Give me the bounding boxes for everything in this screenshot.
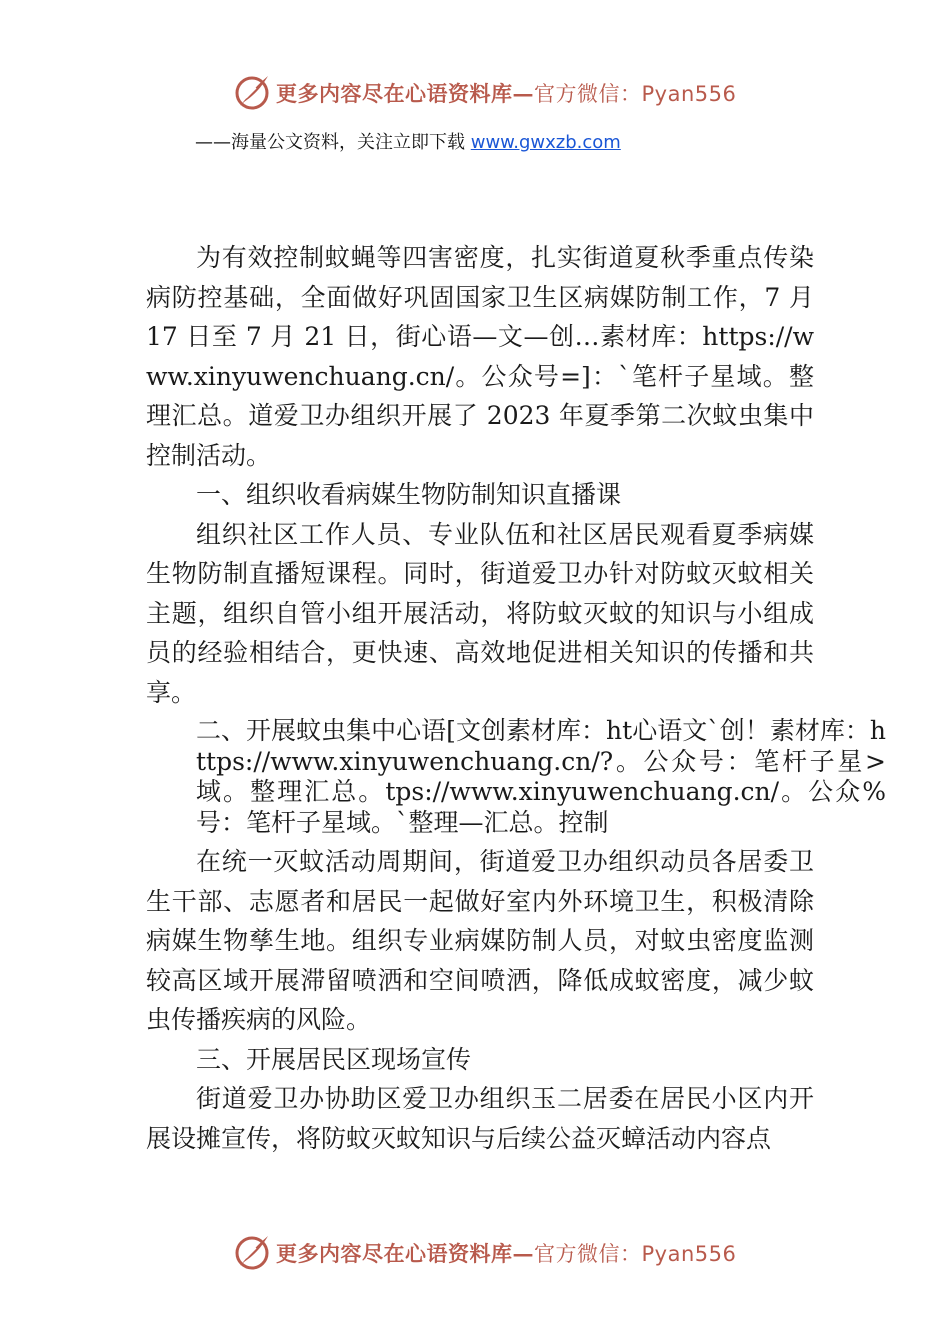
quill-logo-icon xyxy=(232,1232,272,1272)
download-subline xyxy=(195,128,621,154)
paragraph-intro: 为有效控制蚊蝇等四害密度，扎实街道夏秋季重点传染病防控基础，全面做好巩固国家卫生区病媒防制工作，7 月 17 日至 7 月 21 日，街心语—文—创…素材库：https://www.xinyuwenchuang.cn/。公众号=]：`笔杆子星域。整理汇总。道爱卫办组织开展了 2023 年夏季第二次蚊虫集中控制活动。 xyxy=(146,243,814,470)
banner-text: 更多内容尽在心语资料库—官方微信：Pyan556 xyxy=(276,1241,737,1266)
paragraph-section-1: 组织社区工作人员、专业队伍和社区居民观看夏季病媒生物防制直播短课程。同时，街道爱卫办针对防蚊灭蚊相关主题，组织自管小组开展活动，将防蚊灭蚊的知识与小组成员的经验相结合，更快速、高效地促进相关知识的传播和共享。 xyxy=(146,519,814,707)
subline-text: ——海量公文资料，关注立即下载 xyxy=(195,132,471,153)
website-link[interactable]: www.gwxzb.com xyxy=(470,132,621,153)
header-banner xyxy=(0,68,950,118)
section-heading-3: 三、开展居民区现场宣传 xyxy=(196,1044,472,1074)
paragraph-section-3: 街道爱卫办协助区爱卫办组织玉二居委在居民小区内开展设摊宣传，将防蚊灭蚊知识与后续公益灭蟑活动内容点 xyxy=(146,1084,814,1153)
section-heading-1: 一、组织收看病媒生物防制知识直播课 xyxy=(196,480,622,509)
section-heading-2: 二、开展蚊虫集中心语[文创素材库：ht心语文`创！素材库：https://www.xinyuwenchuang.cn/?。公众号：笔杆子星>域。整理汇总。tps://www.xinyuwenchuang.cn/。公众%号：笔杆子星域。`整理—汇总。控制 xyxy=(196,716,886,837)
document-body xyxy=(146,238,886,1158)
quill-logo-icon xyxy=(232,72,272,112)
paragraph-section-2: 在统一灭蚊活动周期间，街道爱卫办组织动员各居委卫生干部、志愿者和居民一起做好室内外环境卫生，积极清除病媒生物孳生地。组织专业病媒防制人员，对蚊虫密度监测较高区域开展滞留喷洒和空间喷洒，降低成蚊密度，减少蚊虫传播疾病的风险。 xyxy=(146,847,814,1034)
banner-text: 更多内容尽在心语资料库—官方微信：Pyan556 xyxy=(276,81,737,106)
footer-banner xyxy=(0,1228,950,1278)
